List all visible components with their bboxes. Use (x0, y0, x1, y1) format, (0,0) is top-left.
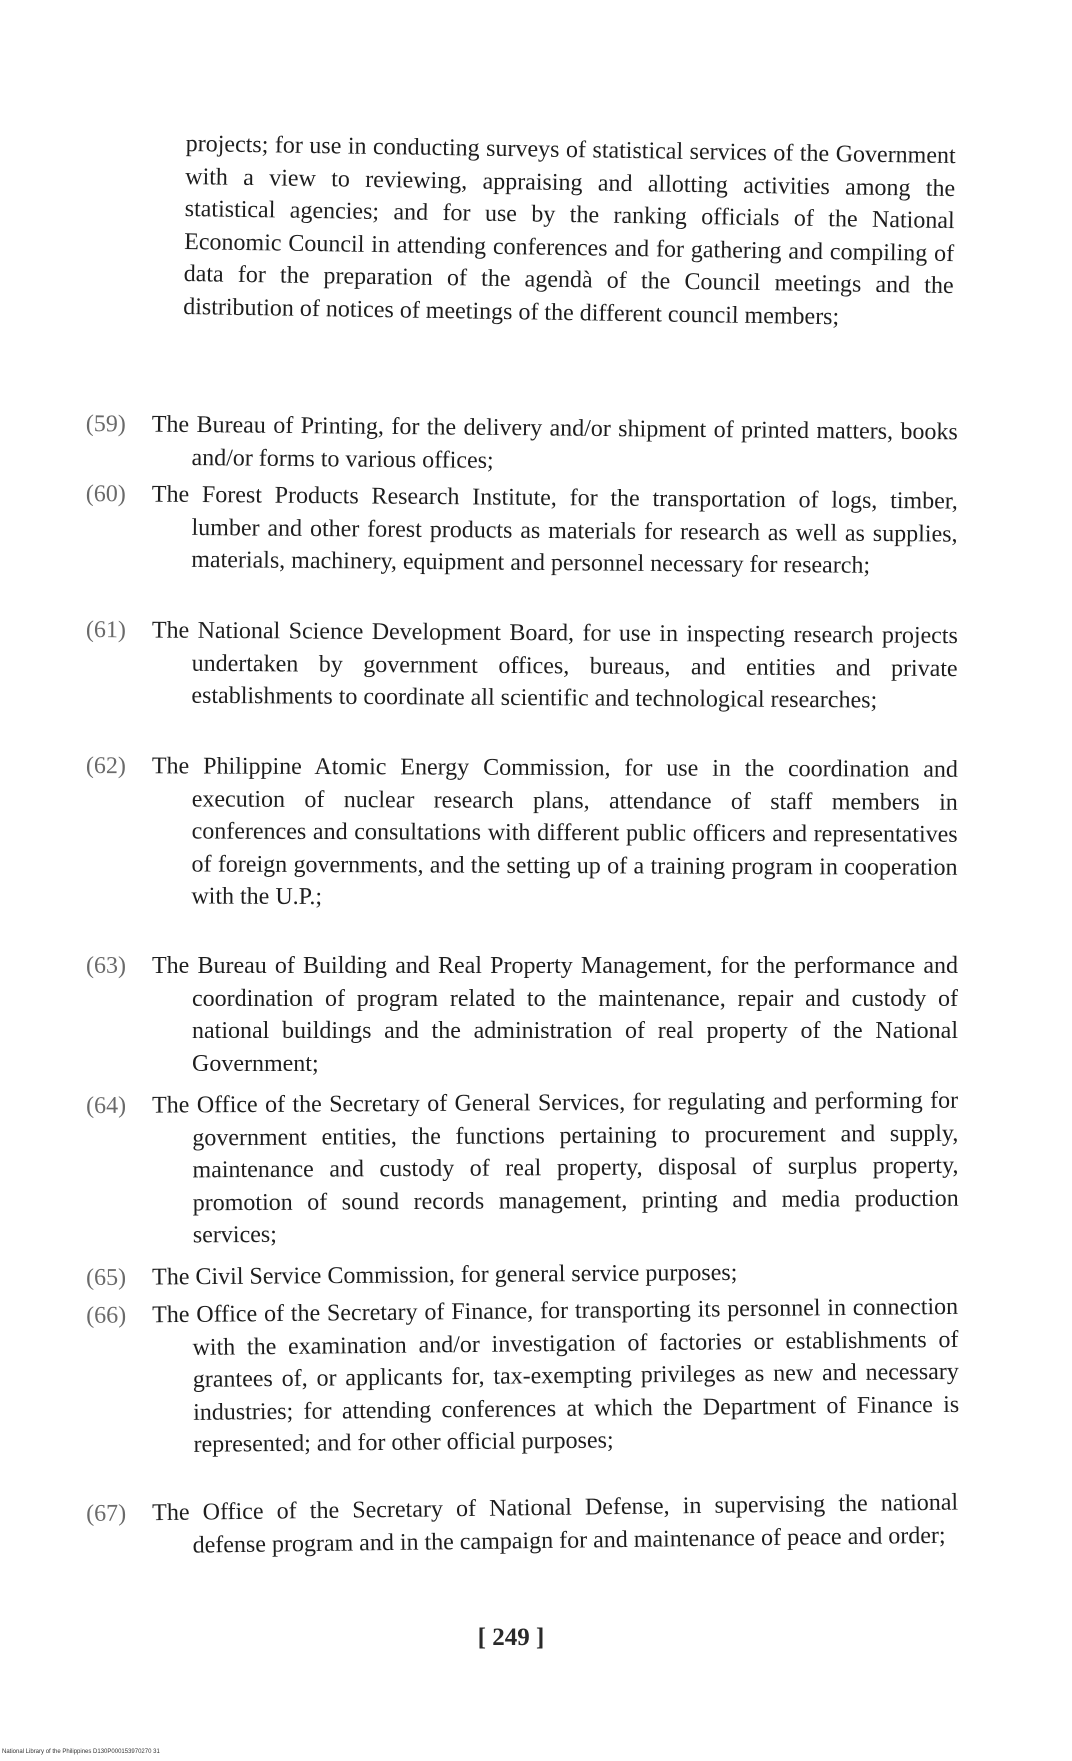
item-text: The National Science Development Board, for use in inspecting research projects undertaken by government offices, bureaus, and entities and private establishments to coordinate all scientific and technological researches; (151, 617, 958, 714)
item-number: (60) (85, 480, 126, 508)
item-number: (63) (86, 953, 126, 979)
item-number: (66) (86, 1302, 127, 1329)
page-number: [ 249 ] (477, 1624, 545, 1651)
item-text: The Office of the Secretary of Finance, for transporting its personnel in connection with the examination and/or investigation of factories or establishments of grantees of, or applicants for, tax-exempting privileges as new and necessary industries; for attending conferences at which the Department of Finance is represented; and for other official purposes; (152, 1293, 960, 1458)
list-item (85, 750, 958, 916)
list-item (86, 1085, 959, 1253)
item-number: (65) (86, 1264, 127, 1291)
item-number: (64) (86, 1092, 127, 1119)
item-number: (62) (85, 753, 126, 780)
item-text: The Forest Products Research Institute, for the transportation of logs, timber, lumber and other forest products as materials for research as well as supplies, materials, machinery, equipment and personnel necessary for research; (151, 481, 958, 579)
source-footer: National Library of the Philippines D130P000153970270 31 (2, 1749, 160, 1755)
item-text: The Bureau of Printing, for the delivery and/or shipment of printed matters, books and/or forms to various offices; (151, 411, 958, 474)
list-item (85, 408, 958, 481)
item-text: The Office of the Secretary of National Defense, in supervising the national defense program and in the campaign for and maintenance of peace and order; (152, 1489, 959, 1559)
list-item (86, 1291, 960, 1463)
continued-paragraph: projects; for use in conducting surveys of statistical services of the Government with a view to reviewing, appraising and allotting activities among the statistical agencies; and for use by the ranking officials of the National Economic Council in attending conferences and for gathering and compiling of data for the preparation of the agendà of the Council meetings and the distribution of notices of meetings of the different council members; (182, 130, 956, 330)
list-item (85, 614, 958, 718)
list-item (86, 1487, 959, 1563)
item-text: The Philippine Atomic Energy Commission, for use in the coordination and execution of nuclear research plans, attendance of staff members in conferences and consultations with different public officers and representatives of foreign governments, and the setting up of a training program in cooperation with the U.P.; (151, 753, 958, 911)
list-item (86, 950, 958, 1080)
item-text: The Bureau of Building and Real Property Management, for the performance and coordination of program related to the maintenance, repair and custody of national buildings and the administration of real property of the National Government; (152, 953, 958, 1077)
list-item (85, 478, 958, 583)
list-item (86, 1255, 958, 1294)
item-number: (67) (86, 1500, 127, 1527)
item-number: (59) (85, 410, 126, 438)
item-number: (61) (85, 616, 126, 644)
item-text: The Office of the Secretary of General Services, for regulating and performing for government entities, the functions pertaining to procurement and supply, maintenance and custody of real property, disposal of surplus property, promotion of sound records management, printing and media production services; (152, 1087, 959, 1249)
item-text: The Civil Service Commission, for general service purposes; (152, 1259, 738, 1291)
